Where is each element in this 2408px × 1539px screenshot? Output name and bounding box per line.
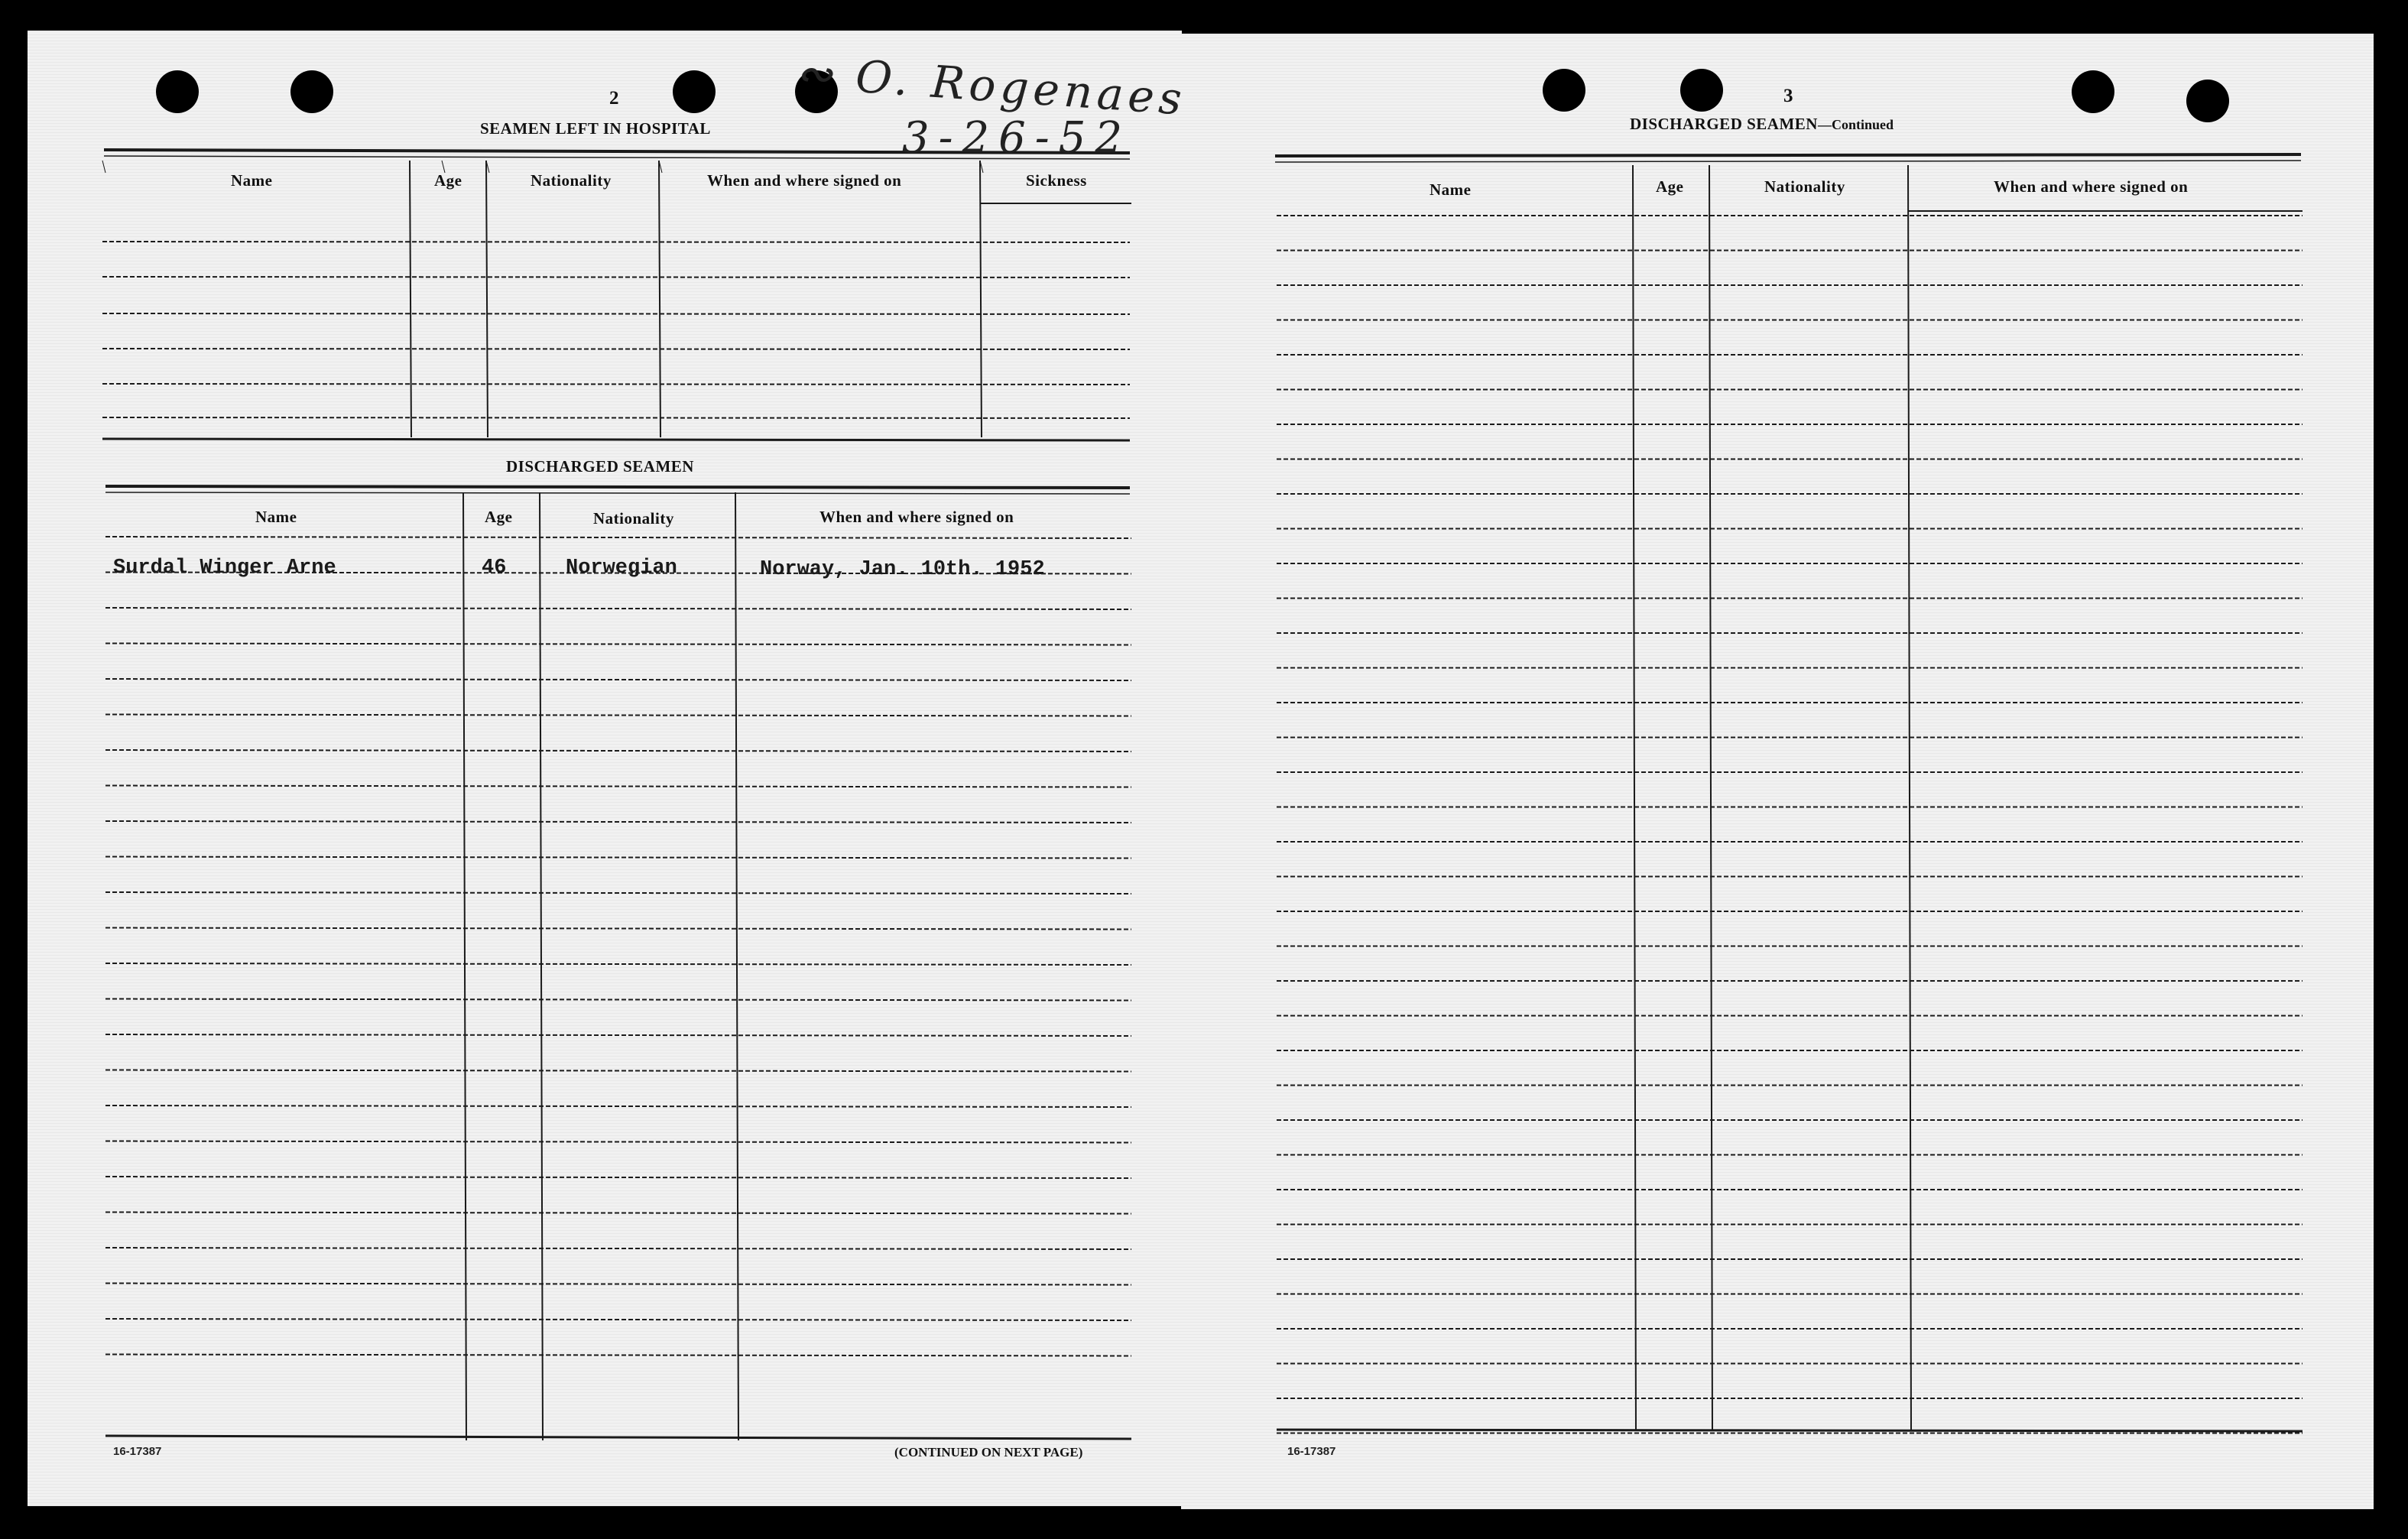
- hospital-column-divider: [410, 161, 411, 437]
- discharged-row-rule: [105, 1319, 1131, 1320]
- hospital-col-signed-on: When and where signed on: [707, 171, 902, 190]
- discharged-column-divider: [735, 492, 738, 1440]
- hospital-row-rule: [102, 277, 1130, 278]
- discharged-row-rule: [105, 999, 1131, 1001]
- discharged-row-rule: [105, 892, 1131, 894]
- hospital-row-rule: [102, 417, 1130, 418]
- discharged-row-rule: [105, 608, 1131, 609]
- right-col-nationality: Nationality: [1764, 177, 1845, 196]
- continued-footer: (CONTINUED ON NEXT PAGE): [894, 1445, 1083, 1459]
- discharged-row-rule: [105, 1248, 1131, 1249]
- discharged-row-rule: [105, 1284, 1131, 1285]
- left-form-number: 16-17387: [113, 1445, 162, 1458]
- right-table-bottom-rule: [1277, 1430, 2303, 1431]
- hospital-section-title: SEAMEN LEFT IN HOSPITAL: [480, 119, 711, 138]
- table-row-name: Surdal Winger Arne: [113, 557, 336, 580]
- right-col-age: Age: [1656, 177, 1684, 196]
- discharged-row-rule: [105, 821, 1131, 823]
- discharged-table-top-rule: [105, 492, 1130, 494]
- right-title-suffix: —Continued: [1817, 117, 1894, 132]
- discharged-row-rule: [105, 1355, 1131, 1356]
- discharged-row-rule: [105, 537, 1131, 538]
- left-page-number: 2: [609, 88, 619, 109]
- hospital-table-bottom-rule: [102, 439, 1130, 440]
- discharged-section-title: DISCHARGED SEAMEN: [506, 457, 694, 476]
- annotation-name: O. Rogenaes: [854, 50, 1188, 125]
- right-col-name: Name: [1430, 180, 1472, 199]
- discharged-row-rule: [105, 786, 1131, 787]
- hospital-col-age: Age: [434, 171, 462, 190]
- discharged-row-rule: [105, 750, 1131, 752]
- discharged-row-rule: [105, 1141, 1131, 1143]
- hospital-row-rule: [102, 384, 1130, 385]
- right-col-signed-on: When and where signed on: [1994, 177, 2189, 196]
- discharged-col-signed-on: When and where signed on: [819, 508, 1014, 526]
- hospital-header-divider: [102, 161, 105, 173]
- discharged-col-nationality: Nationality: [593, 509, 674, 528]
- table-row-nationality: Norwegian: [566, 557, 677, 580]
- discharged-row-rule: [105, 679, 1131, 680]
- discharged-table-bottom-rule: [105, 1436, 1131, 1439]
- discharged-row-rule: [105, 1177, 1131, 1178]
- discharged-row-rule: [105, 1070, 1131, 1072]
- right-page-number: 3: [1783, 86, 1793, 106]
- hospital-col-name: Name: [231, 171, 273, 190]
- annotation-prefix: ∾: [793, 46, 839, 101]
- hospital-column-divider: [980, 161, 982, 437]
- hospital-row-rule: [102, 313, 1130, 314]
- discharged-column-divider: [540, 492, 543, 1440]
- table-row-signed-on: Norway, Jan. 10th. 1952: [760, 558, 1045, 581]
- right-table-top-rule: [1275, 161, 2301, 162]
- right-form-number: 16-17387: [1287, 1445, 1336, 1458]
- discharged-row-rule: [105, 1034, 1131, 1036]
- discharged-row-rule: [105, 857, 1131, 859]
- hospital-column-divider: [659, 161, 660, 437]
- discharged-row-rule: [105, 1213, 1131, 1214]
- right-title-text: DISCHARGED SEAMEN: [1630, 115, 1818, 133]
- discharged-col-age: Age: [485, 508, 513, 526]
- discharged-col-name: Name: [255, 508, 297, 526]
- discharged-row-rule: [105, 715, 1131, 716]
- discharged-row-rule: [105, 963, 1131, 965]
- handwritten-date: 3-26-52: [902, 113, 1131, 163]
- right-table-top-rule: [1275, 154, 2301, 156]
- right-section-title: [1630, 115, 1894, 134]
- hospital-column-divider: [486, 161, 488, 437]
- discharged-table-top-rule: [105, 486, 1130, 488]
- table-row-age: 46: [482, 557, 507, 580]
- hospital-col-nationality: Nationality: [531, 171, 612, 190]
- discharged-row-rule: [105, 928, 1131, 930]
- discharged-row-rule: [105, 644, 1131, 645]
- discharged-column-divider: [463, 492, 466, 1440]
- discharged-row-rule: [105, 1106, 1131, 1107]
- hospital-col-sickness: Sickness: [1026, 171, 1087, 190]
